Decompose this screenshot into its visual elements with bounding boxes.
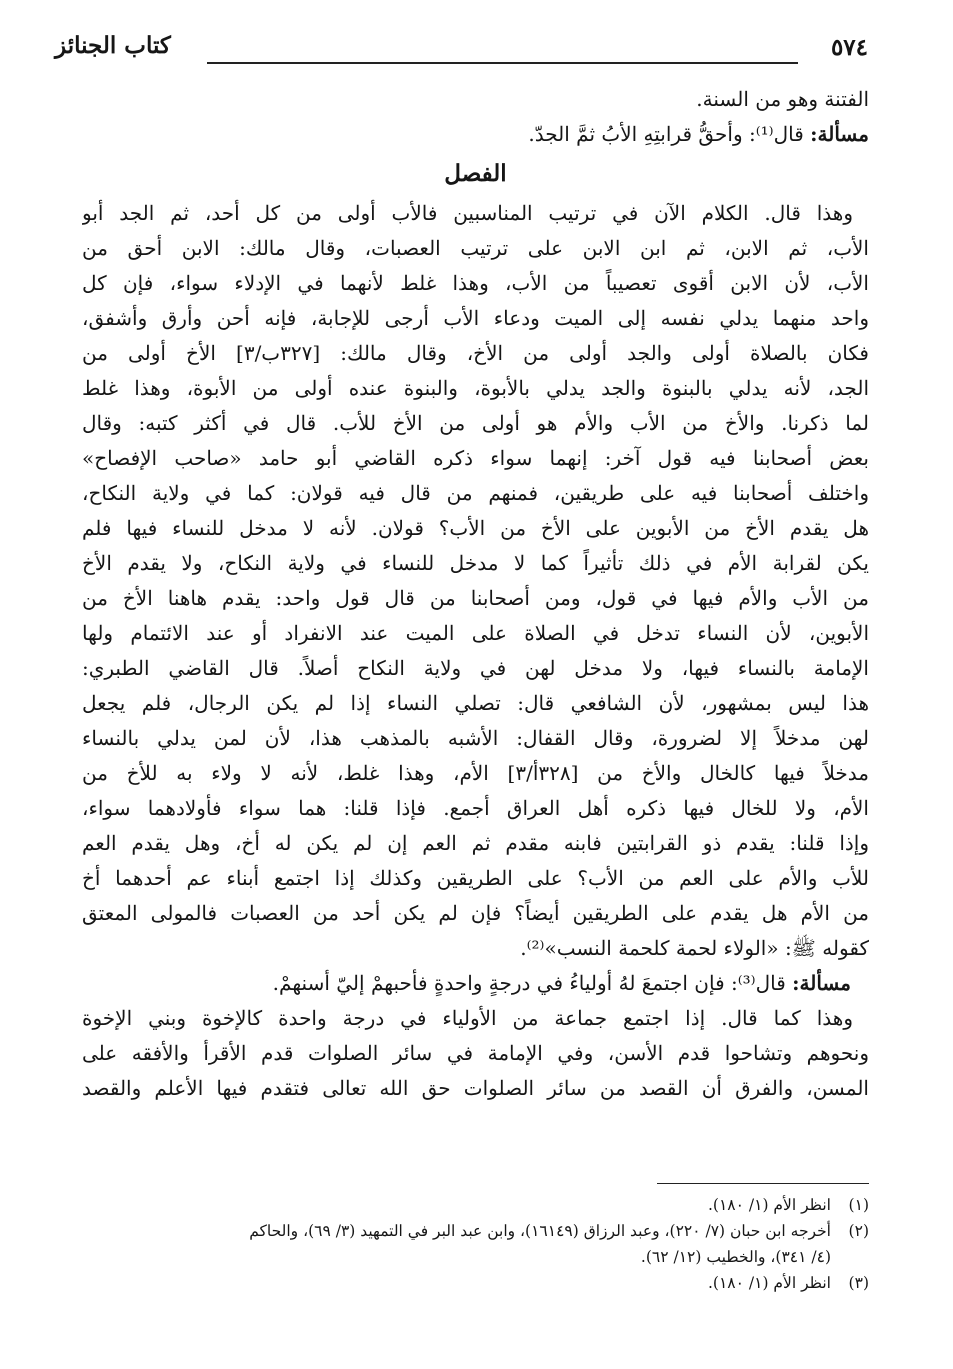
text-line: لهن مدخلاً إلا لضرورة، وقال القفال: الأشبه بالمذهب هذا، لأن لمن يدلي بالنساء bbox=[82, 726, 869, 750]
text-line: واحد منهما يدلي نفسه إلى الميت ودعاء الأب أرجى للإجابة، فإنه أحن وأرق وأشفق، bbox=[82, 306, 869, 330]
text-line: من الأم هل يقدم على الطريقين أيضاً؟ فإن لم يكن أحد من العصبات فالمولى المعتق bbox=[82, 901, 869, 925]
section-title: الفصل bbox=[444, 160, 507, 187]
book-title: كتاب الجنائز bbox=[55, 32, 171, 59]
text-line: واختلف أصحابنا فيه على طريقين، فمنهم من قال فيه قولان: كما في ولاية النكاح، bbox=[82, 481, 869, 505]
footnote-separator bbox=[657, 1183, 869, 1184]
footnote-continuation bbox=[80, 1244, 869, 1270]
text-line: كقوله ﷺ: «الولاء لحمة كلحمة النسب»⁽²⁾. bbox=[520, 936, 869, 960]
text-line: وهذا كما قال. إذا اجتمع جماعة من الأولياء في درجة واحدة كالإخوة وبني الإخوة bbox=[82, 1006, 853, 1030]
footnote-text: انظر الأم (١/ ١٨٠). bbox=[708, 1196, 831, 1214]
text-line: الأب، ثم الابن، ثم ابن الابن على ترتيب العصبات، وقال مالك: الابن أحق من bbox=[82, 236, 869, 260]
text-line: الجد، لأنه يدلي بالبنوة والجد يدلي بالأبوة، والبنوة عنده أولى من الأبوة، وهذا غلط bbox=[82, 376, 869, 400]
issue-1 bbox=[82, 117, 869, 152]
paragraph-2 bbox=[82, 1001, 869, 1106]
footnote-text: انظر الأم (١/ ١٨٠). bbox=[708, 1274, 831, 1292]
text-line: من الأب والأم فيها في قول، ومن أصحابنا من قال قول واحد: يقدم هاهنا الأخ من bbox=[82, 586, 869, 610]
footnote-text: أخرجه ابن حبان (٧/ ٢٢٠)، وعبد الرزاق (١٦١٤٩)، وابن عبد البر في التمهيد (٣/ ٦٩)، والحاكم bbox=[249, 1222, 831, 1240]
footnote-number: (٣) bbox=[848, 1274, 869, 1292]
page-header bbox=[55, 26, 868, 66]
text-line: الأم، ولا للخال فيها ذكره أهل العراق أجمع. فإذا قلنا: هما سواء فأولادهما سواء، bbox=[82, 796, 869, 820]
text-line: مدخلاً فيها كالخال والأخ من [٣٢٨أ/٣] الأم، وهذا غلط، لأنه لا ولاء به للأخ من bbox=[82, 761, 869, 785]
text-line: لما ذكرنا. والأخ من الأب والأم هو أولى من الأخ للأب. قال في أكثر كتبه: وقال bbox=[82, 411, 869, 435]
issue-1-text: قال⁽¹⁾: وأحقُّ قرابتِهِ الأبُ ثمَّ الجدّ. bbox=[528, 122, 804, 146]
main-text bbox=[82, 82, 869, 1106]
footnote bbox=[80, 1270, 869, 1296]
footnote-number: (١) bbox=[848, 1196, 869, 1214]
issue-2 bbox=[82, 966, 869, 1001]
issue-2-text: قال⁽³⁾: فإن اجتمعَ لهُ أولياءُ في درجةٍ واحدةٍ فأحبهمْ إليّ أسنهمْ. bbox=[272, 971, 786, 995]
issue-1-label: مسألة: bbox=[810, 122, 869, 146]
text-line: يكن لقرابة الأم في ذلك تأثيراً كما لا مدخل للنساء في ولاية النكاح، ولا يقدم الأخ bbox=[82, 551, 869, 575]
footnote-number: (٢) bbox=[848, 1222, 869, 1240]
text-line: وإذا قلنا: يقدم ذو القرابتين فابنه مقدم ثم العم إن لم يكن له أخ، وهل يقدم العم bbox=[82, 831, 869, 855]
page-number: ٥٧٤ bbox=[830, 34, 868, 61]
text-line: الأبوين، لأن النساء تدخل في الصلاة على الميت عند الانفراد أو عند الائتمام ولها bbox=[82, 621, 869, 645]
text-line: فكان بالصلاة أولى والجد أولى من الأخ، وقال مالك: [٣٢٧ب/٣] الأخ أولى من bbox=[82, 341, 869, 365]
footnote bbox=[80, 1192, 869, 1218]
issue-2-label: مسألة: bbox=[792, 971, 851, 995]
footnote-text: (٤/ ٣٤١)، والخطيب (١٢/ ٦٢). bbox=[640, 1248, 831, 1266]
intro-line: الفتنة وهو من السنة. bbox=[696, 87, 869, 111]
text-line: بعض أصحابنا فيه قول آخر: إنهما سواء ذكره القاضي أبو حامد «صاحب الإفصاح» bbox=[82, 446, 869, 470]
footnotes bbox=[80, 1192, 869, 1296]
text-line: الإمامة بالنساء فيها، ولا مدخل لهن في ولاية النكاح أصلاً. قال القاضي الطبري: bbox=[82, 656, 869, 680]
text-line: وهذا قال. الكلام الآن في ترتيب المناسبين فالأب أولى من كل أحد، ثم الجد أبو bbox=[82, 201, 854, 225]
text-line: هل يقدم الأخ من الأبوين على الأخ من الأب؟ قولان. لأنه لا مدخل للنساء فيها فلم bbox=[82, 516, 869, 540]
text-line: هذا ليس بمشهور، لأن الشافعي قال: تصلي النساء إذا لم يكن الرجال، فلم يجعل bbox=[82, 691, 869, 715]
text-line: الأب، لأن الابن أقوى تعصيباً من الأب، وهذا غلط لأنهما في الإدلاء سواء، فإن كل bbox=[82, 271, 869, 295]
paragraph-1 bbox=[82, 196, 869, 966]
footnote bbox=[80, 1218, 869, 1244]
text-line: للأب والأم على العم من الأب؟ على الطريقين وكذلك إذا اجتمع أبناء عم أحدهما أخ bbox=[82, 866, 869, 890]
text-line: المسن، والفرق أن القصد من سائر الصلوات حق الله تعالى فتقدم فيها الأعلم والقصد bbox=[82, 1076, 869, 1100]
text-line: ونحوهم وتشاحوا قدم الأسن، وفي الإمامة في سائر الصلوات قدم الأقرأ والأفقه على bbox=[82, 1041, 869, 1065]
header-rule bbox=[207, 62, 798, 64]
